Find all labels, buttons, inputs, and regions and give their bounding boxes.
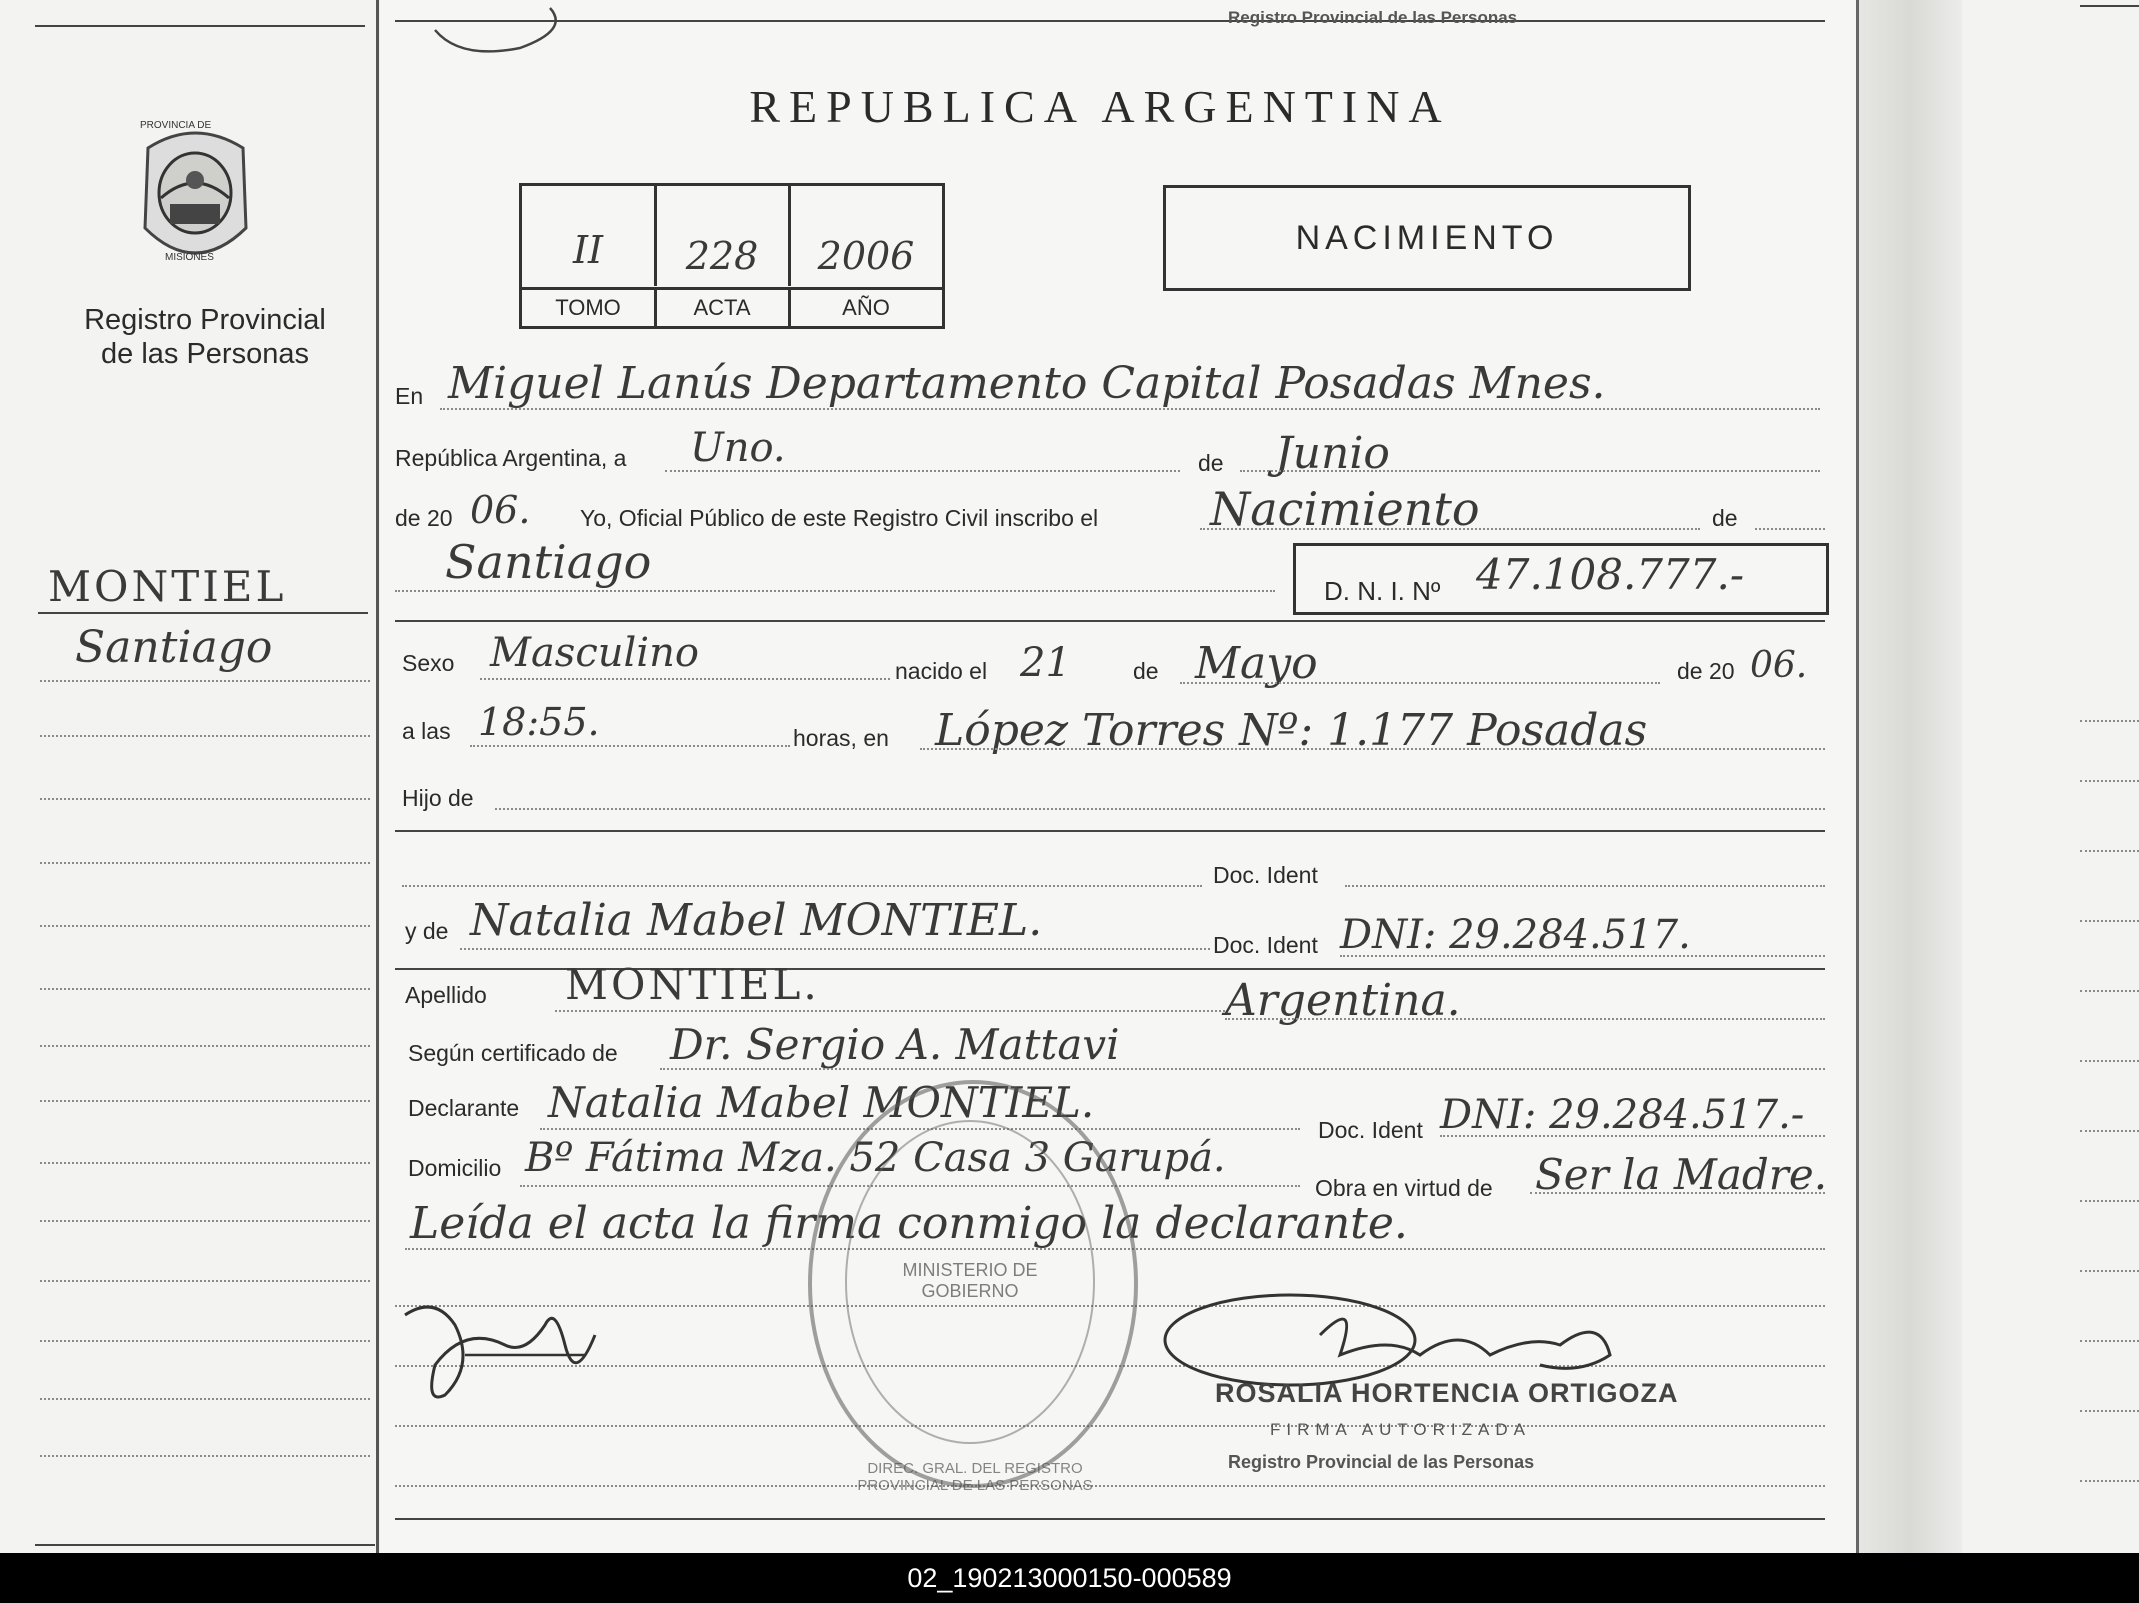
registry-table <box>519 183 945 329</box>
sexo-value: Masculino <box>490 630 699 676</box>
stub-rule <box>38 612 368 614</box>
stub-dotline <box>40 1100 370 1102</box>
horas-label: horas, en <box>793 725 889 751</box>
stub-dotline <box>40 1280 370 1282</box>
act-type-value: Nacimiento <box>1210 482 1480 536</box>
year-suffix-value: 06. <box>470 488 531 532</box>
doc-ident-label-1: Doc. Ident <box>1213 862 1318 888</box>
section-rule <box>395 620 1825 622</box>
father-line <box>495 808 1825 810</box>
next-page-dotline <box>2080 1410 2139 1412</box>
year-prefix-label: de 20 <box>395 505 453 531</box>
domicilio-label: Domicilio <box>408 1155 502 1181</box>
official-role: FIRMA AUTORIZADA <box>1270 1420 1531 1439</box>
birth-year-label: de 20 <box>1677 658 1735 684</box>
apellido-line <box>555 1010 1225 1012</box>
stamp-ring-text: DIREC. GRAL. DEL REGISTRO PROVINCIAL DE LAS PERSONAS <box>857 1460 1093 1494</box>
sexo-line <box>480 678 890 680</box>
stub-dotline <box>40 1045 370 1047</box>
certificado-label: Según certificado de <box>408 1040 618 1066</box>
birth-time-line <box>470 745 790 747</box>
stub-dotline <box>40 1220 370 1222</box>
month-value: Junio <box>1275 428 1390 479</box>
next-page-dotline <box>2080 720 2139 722</box>
next-page-dotline <box>2080 990 2139 992</box>
father-doc-line <box>1345 885 1825 887</box>
father-line-2 <box>402 885 1202 887</box>
next-page-rule <box>2080 5 2139 7</box>
mother-name-line <box>460 948 1210 950</box>
sexo-label: Sexo <box>402 650 455 676</box>
birth-time-value: 18:55. <box>478 700 600 744</box>
child-name-value: Santiago <box>445 535 652 589</box>
nationality-line <box>1225 1018 1825 1020</box>
closing-note: Leída el acta la firma conmigo la declarante. <box>410 1198 1408 1249</box>
stub-dotline <box>40 862 370 864</box>
official-name: ROSALIA HORTENCIA ORTIGOZA <box>1215 1378 1679 1408</box>
row-rule <box>395 830 1825 832</box>
child-name-line <box>395 590 1275 592</box>
next-page-edge <box>1962 0 2139 1553</box>
de-label-3: de <box>1133 658 1159 684</box>
nationality-value: Argentina. <box>1225 975 1461 1026</box>
domicilio-value: Bº Fátima Mza. 52 Casa 3 Garupá. <box>525 1135 1226 1181</box>
agency-line-1: Registro Provincial <box>84 304 326 336</box>
top-signature-scribble <box>430 0 580 55</box>
day-line <box>665 470 1180 472</box>
day-value: Uno. <box>690 425 786 471</box>
stamp-inner-text: MINISTERIO DE GOBIERNO <box>902 1260 1038 1301</box>
sheet-bottom-rule <box>395 1518 1825 1520</box>
acta-value: 228 <box>685 234 759 278</box>
acta-cell <box>656 186 791 286</box>
tomo-value: II <box>572 228 604 272</box>
nacido-label: nacido el <box>895 658 988 684</box>
anio-cell <box>790 186 942 286</box>
next-page-dotline <box>2080 1200 2139 1202</box>
next-page-dotline <box>2080 1270 2139 1272</box>
apellido-value: MONTIEL. <box>565 960 820 1009</box>
certificado-value: Dr. Sergio A. Mattavi <box>670 1020 1120 1069</box>
stub-given-name: Santiago <box>75 622 273 673</box>
mother-doc-value: DNI: 29.284.517. <box>1340 912 1691 958</box>
next-page-dotline <box>2080 780 2139 782</box>
stub-dotline <box>40 798 370 800</box>
stub-dotline <box>40 1455 370 1457</box>
stub-dotline <box>40 988 370 990</box>
declarant-signature <box>395 1285 625 1415</box>
stub-bottom-rule <box>35 1544 375 1546</box>
seal-top-text: PROVINCIA DE <box>140 120 212 131</box>
next-page-dotline <box>2080 1340 2139 1342</box>
doc-ident-label-3: Doc. Ident <box>1318 1117 1423 1143</box>
next-page-dotline <box>2080 850 2139 852</box>
image-caption: 02_190213000150-000589 <box>907 1563 1232 1593</box>
stub-top-rule <box>35 25 365 27</box>
obra-label: Obra en virtud de <box>1315 1175 1493 1201</box>
sheet-top-rule <box>395 20 1825 22</box>
obra-value: Ser la Madre. <box>1535 1150 1828 1199</box>
dni-value: 47.108.777.- <box>1476 550 1745 599</box>
mother-name-value: Natalia Mabel MONTIEL. <box>470 895 1043 946</box>
month-line <box>1240 470 1820 472</box>
birth-place-value: López Torres Nº: 1.177 Posadas <box>935 705 1648 756</box>
next-page-dotline <box>2080 920 2139 922</box>
place-value: Miguel Lanús Departamento Capital Posadas Mnes. <box>448 358 1606 409</box>
declarante-label: Declarante <box>408 1095 520 1121</box>
republica-label: República Argentina, a <box>395 445 627 471</box>
dni-box <box>1293 543 1829 615</box>
stub-dotline <box>40 1398 370 1400</box>
stub-dotline <box>40 1162 370 1164</box>
de-label: de <box>1198 450 1224 476</box>
place-line <box>440 408 1820 410</box>
doc-ident-label-2: Doc. Ident <box>1213 932 1318 958</box>
obra-line <box>1530 1192 1825 1194</box>
apellido-label: Apellido <box>405 982 487 1008</box>
mother-doc-line <box>1340 955 1825 957</box>
stub-dotline <box>40 925 370 927</box>
document-type-box: NACIMIENTO <box>1163 185 1691 291</box>
dni-label: D. N. I. Nº <box>1324 576 1441 606</box>
de-line <box>1755 528 1825 530</box>
birth-place-line <box>920 748 1825 750</box>
en-label: En <box>395 383 424 409</box>
seal-bottom-text: MISIONES <box>165 252 214 263</box>
tomo-label: TOMO <box>522 287 657 326</box>
hijo-label: Hijo de <box>402 785 474 811</box>
anio-value: 2006 <box>817 234 915 278</box>
official-office: Registro Provincial de las Personas <box>1228 1452 1535 1472</box>
country-title: REPUBLICA ARGENTINA <box>749 81 1451 132</box>
declarante-doc-line <box>1440 1135 1825 1137</box>
a-las-label: a las <box>402 718 451 744</box>
oficial-label: Yo, Oficial Público de este Registro Civil inscribo el <box>580 505 1099 531</box>
acta-label: ACTA <box>656 287 791 326</box>
stub-dotline <box>40 735 370 737</box>
next-page-dotline <box>2080 1130 2139 1132</box>
declarante-doc-value: DNI: 29.284.517.- <box>1440 1092 1805 1138</box>
agency-line-2: de las Personas <box>101 338 309 370</box>
agency-name <box>20 303 390 371</box>
birth-month-line <box>1180 682 1660 684</box>
tomo-cell <box>522 186 657 286</box>
declarante-value: Natalia Mabel MONTIEL. <box>548 1078 1095 1127</box>
birth-month-value: Mayo <box>1195 638 1318 689</box>
stub-surname: MONTIEL <box>48 562 287 611</box>
anio-label: AÑO <box>790 287 942 326</box>
stub-dotline <box>40 680 370 682</box>
next-page-dotline <box>2080 1480 2139 1482</box>
top-stamp-text: Registro Provincial de las Personas <box>1228 8 1518 27</box>
birth-day-value: 21 <box>1020 640 1071 686</box>
binding-gutter <box>1859 0 1962 1553</box>
next-page-dotline <box>2080 1060 2139 1062</box>
act-type-line <box>1200 528 1700 530</box>
y-de-label: y de <box>405 918 449 944</box>
blank-line <box>395 1425 1825 1427</box>
stub-dotline <box>40 1340 370 1342</box>
de-label-2: de <box>1712 505 1738 531</box>
stub-divider <box>376 0 379 1553</box>
certificado-line <box>660 1068 1825 1070</box>
birth-year-value: 06. <box>1750 645 1808 686</box>
